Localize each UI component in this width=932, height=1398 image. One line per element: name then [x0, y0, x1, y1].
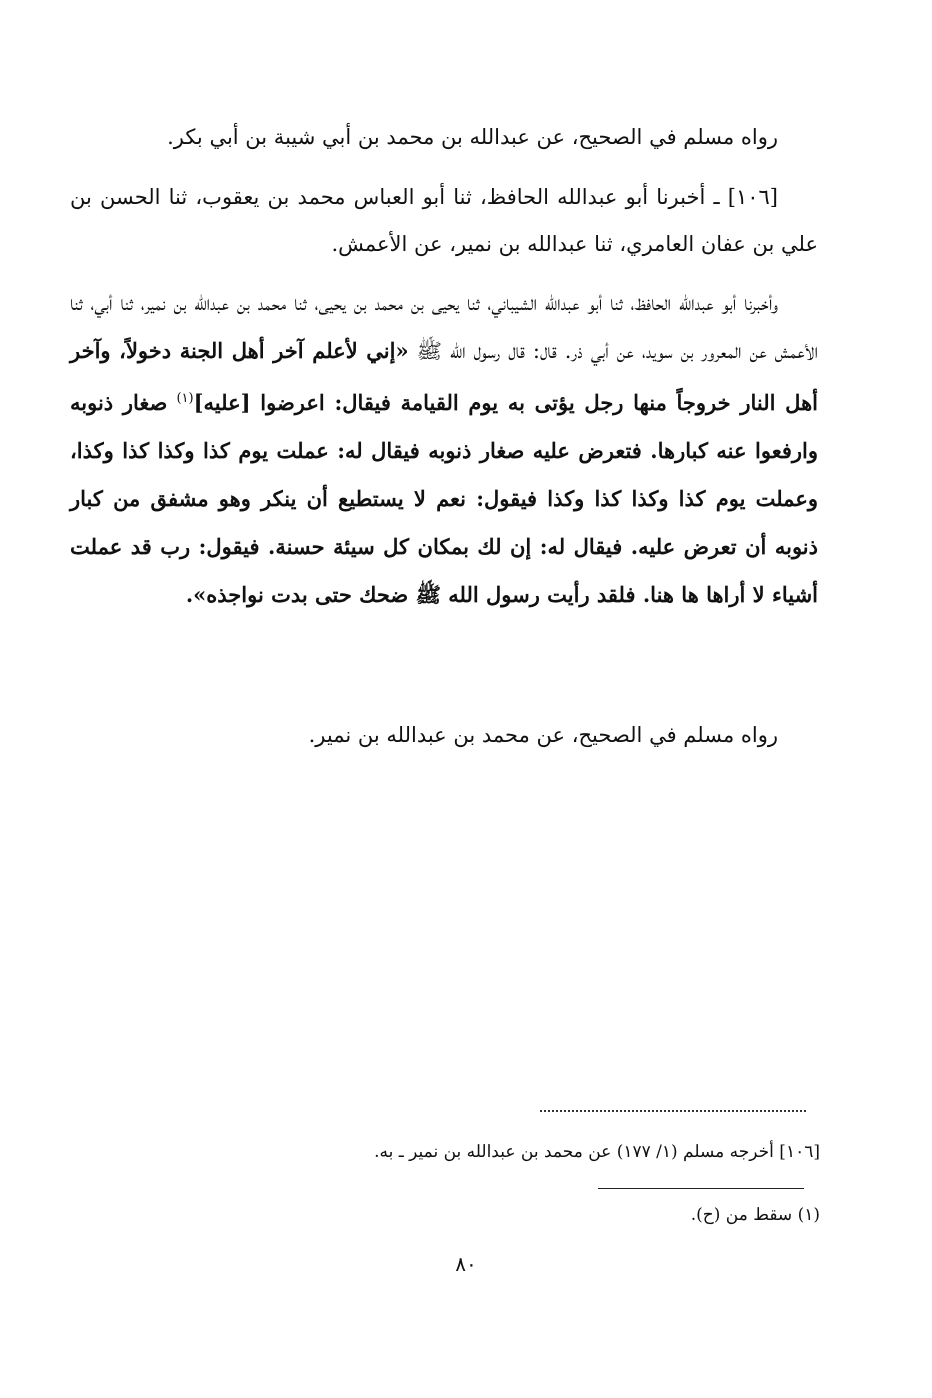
paragraph-riwayah-2: [70, 712, 818, 759]
footnote-rule: [598, 1188, 804, 1189]
matn-text-b: صغار ذنوبه وارفعوا عنه كبارها. فتعرض عليه صغار ذنوبه فيقال له: عملت يوم كذا وكذا كذا وكذا، وعملت يوم كذا وكذا كذا وكذا فيقول: نعم لا يستطيع أن ينكر وهو مشفق من كبار ذنوبه أن تعرض عليه. فيقال له: إن لك بمكان كل سيئة حسنة. فيقول: رب قد عملت أشياء لا أراها ها هنا. فلقد رأيت رسول الله ﷺ ضحك حتى بدت نواجذه».: [70, 390, 818, 607]
paragraph-text: [١٠٦] ـ أخبرنا أبو عبدالله الحافظ، ثنا أبو العباس محمد بن يعقوب، ثنا الحسن بن علي بن عفان العامري، ثنا عبدالله بن نمير، عن الأعمش.: [70, 185, 818, 256]
page-number: ٨٠: [455, 1252, 477, 1276]
footnote-takhrij: [١٠٦] أخرجه مسلم (١/ ١٧٧) عن محمد بن عبدالله بن نمير ـ به.: [374, 1142, 820, 1162]
paragraph-hadith-106: [70, 174, 818, 268]
footnote-marker: (١): [176, 391, 194, 406]
matn-text-a: «إني لأعلم آخر أهل الجنة دخولاً، وآخر أهل النار خروجاً منها رجل يؤتى به يوم القيامة فيقال: اعرضوا [عليه]: [70, 338, 818, 415]
paragraph-text: رواه مسلم في الصحيح، عن عبدالله بن محمد بن أبي شيبة بن أبي بكر.: [167, 125, 778, 149]
isnad-text: وأخبرنا أبو عبدالله الحافظ، ثنا أبو عبدالله الشيباني، ثنا يحيى بن محمد بن يحيى، ثنا محمد بن عبدالله بن نمير، ثنا أبي، ثنا الأعمش عن المعرور بن سويد، عن أبي ذر. قال: قال رسول الله ﷺ: [70, 291, 818, 363]
paragraph-hadith-text: [70, 280, 818, 619]
dotted-separator: [540, 1110, 806, 1112]
paragraph-riwayah-1: [70, 114, 818, 161]
footnote-1: (١) سقط من (ح).: [690, 1205, 820, 1225]
paragraph-text: رواه مسلم في الصحيح، عن محمد بن عبدالله بن نمير.: [308, 723, 778, 747]
